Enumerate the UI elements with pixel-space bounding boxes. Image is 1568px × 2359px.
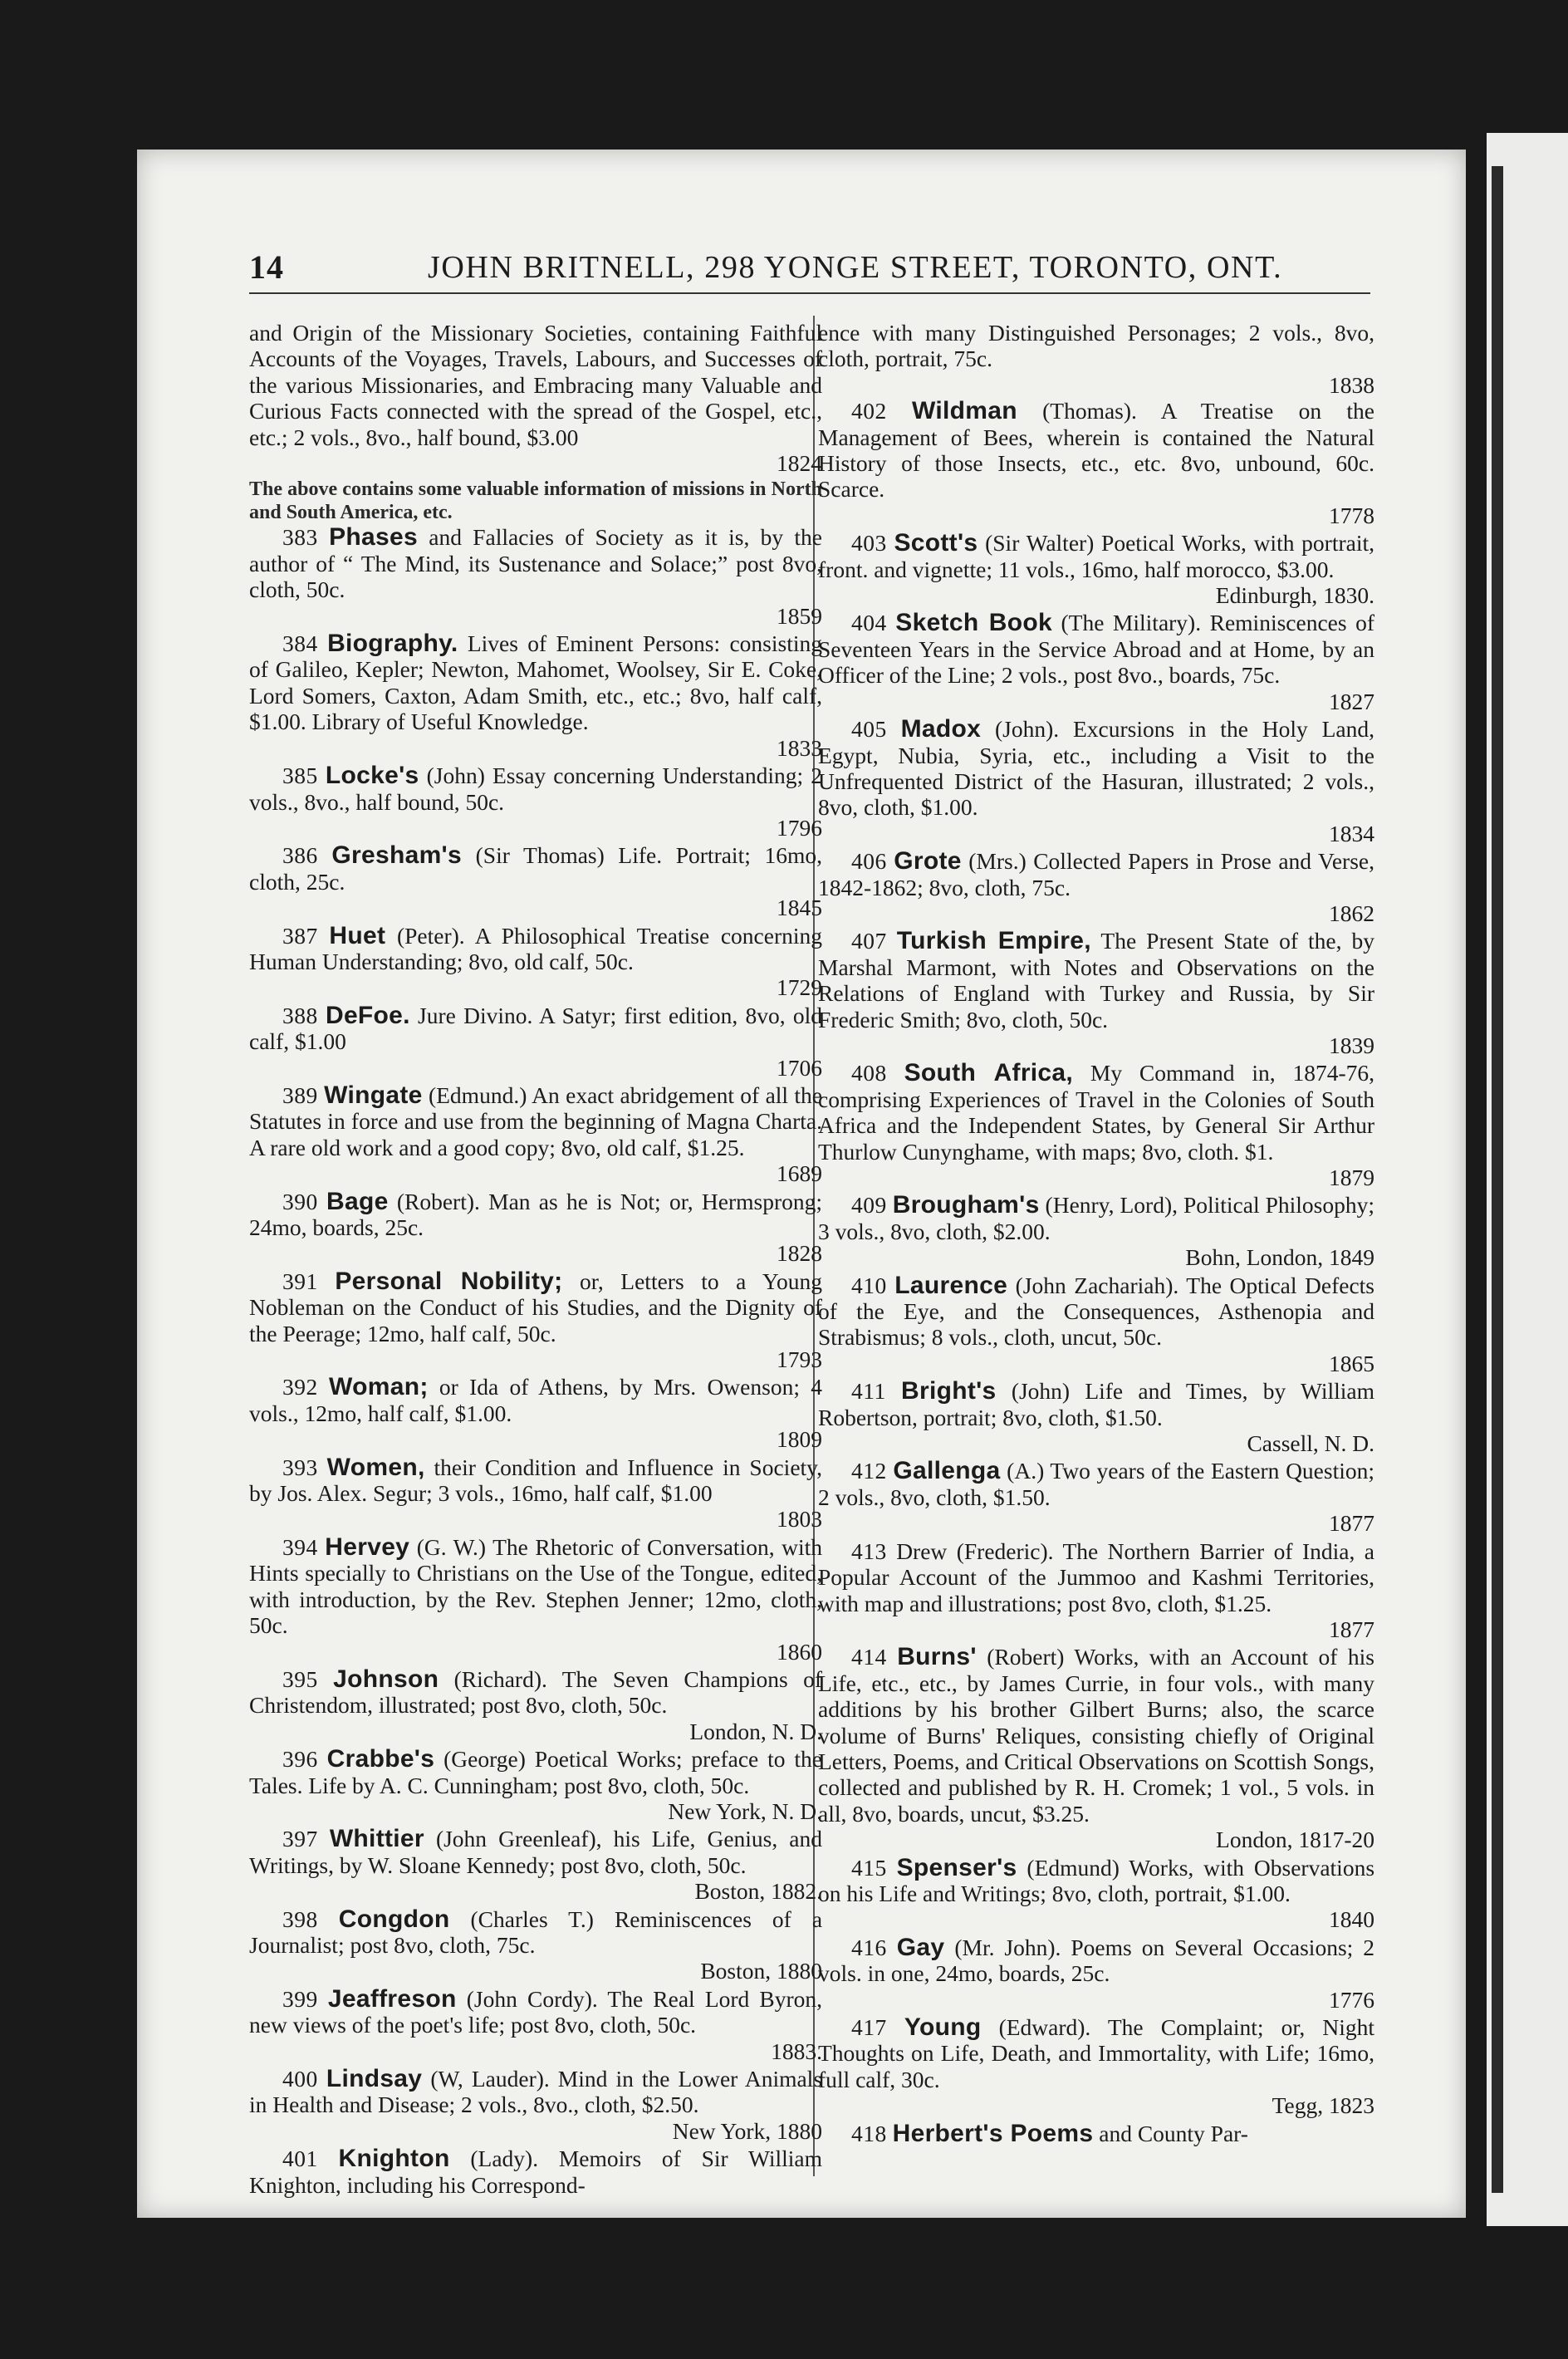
entry-date: 1827 bbox=[1329, 688, 1374, 714]
entry-date: 1824 bbox=[777, 450, 822, 477]
entry-date: New York, N. D. bbox=[668, 1797, 822, 1824]
entry-text: Jure Divino. A Satyr; first edition, 8vo, old calf, $1.00 bbox=[249, 1002, 823, 1055]
entry-date: 1877 bbox=[1329, 1616, 1374, 1642]
entry-number: 414 bbox=[851, 1644, 887, 1670]
entry-text: (Charles T.) Reminiscences of a Journalist; post 8vo, cloth, 75c. bbox=[249, 1905, 823, 1958]
right-entry-list bbox=[818, 398, 1374, 2146]
entry-title: Wildman bbox=[912, 397, 1017, 425]
catalogue-entry bbox=[249, 1003, 822, 1081]
entry-number: 401 bbox=[282, 2146, 318, 2172]
entry-date: London, 1817-20 bbox=[1216, 1827, 1374, 1853]
entry-date: Tegg, 1823 bbox=[1272, 2092, 1374, 2119]
catalogue-entry bbox=[249, 630, 822, 761]
entry-number: 390 bbox=[282, 1188, 318, 1214]
entry-title: Laurence bbox=[894, 1271, 1008, 1299]
facing-page-edge bbox=[1487, 133, 1568, 2226]
entry-title: Biography. bbox=[327, 630, 458, 658]
entry-title: Turkish Empire, bbox=[896, 927, 1091, 955]
entry-date: 1860 bbox=[777, 1638, 822, 1665]
catalogue-entry bbox=[818, 928, 1374, 1058]
continued-text: ence with many Distinguished Personages; 2 vols., 8vo, cloth, portrait, 75c. bbox=[818, 320, 1374, 372]
entry-text: (Sir Walter) Poetical Works, with portrait, front. and vignette; 11 vols., 16mo, half morocco, $3.00. bbox=[818, 530, 1374, 582]
entry-title: Gresham's bbox=[331, 841, 462, 870]
entry-date: Boston, 1882. bbox=[694, 1878, 822, 1905]
binding-shadow bbox=[1492, 166, 1503, 2193]
entry-date: New York, 1880 bbox=[672, 2117, 822, 2144]
catalogue-entry bbox=[249, 1454, 822, 1533]
entry-title: Burns' bbox=[897, 1643, 977, 1671]
entry-title: Sketch Book bbox=[895, 609, 1052, 637]
entry-number: 402 bbox=[851, 398, 887, 424]
entry-text: Lives of Eminent Persons: consisting of Galileo, Kepler; Newton, Mahomet, Woolsey, Sir E. Coke, Lord Somers, Caxton, Adam Smith, etc., etc.; 8vo, half calf, $1.00. Library of Useful Knowledge. bbox=[249, 630, 822, 735]
entry-date: 1838 bbox=[1329, 371, 1374, 398]
entry-title: Woman; bbox=[329, 1373, 429, 1401]
entry-title: Women, bbox=[326, 1453, 425, 1481]
entry-title: Brougham's bbox=[892, 1191, 1040, 1219]
entry-number: 396 bbox=[282, 1746, 318, 1773]
entry-title: Wingate bbox=[324, 1081, 423, 1109]
catalogue-entry bbox=[249, 763, 822, 841]
entry-text: or, Letters to a Young Nobleman on the Conduct of his Studies, and the Dignity of the Peerage; 12mo, half calf, 50c. bbox=[249, 1268, 823, 1346]
entry-text: (Mrs.) Collected Papers in Prose and Verse, 1842-1862; 8vo, cloth, 75c. bbox=[818, 848, 1374, 900]
entry-title: Spenser's bbox=[896, 1853, 1017, 1881]
continued-text: and Origin of the Missionary Societies, containing Faithful Accounts of the Voyages, Travels, Labours, and Successes of the various Missionaries, and Embracing many Valuable and Curious Facts connected with the spread of the Gospel, etc., etc.; 2 vols., 8vo., half bound, $3.00 bbox=[249, 320, 822, 450]
catalogue-entry bbox=[818, 848, 1374, 926]
entry-text: (Henry, Lord), Political Philosophy; 3 vols., 8vo, cloth, $2.00. bbox=[818, 1192, 1375, 1244]
entry-number: 398 bbox=[282, 1905, 318, 1932]
running-head: JOHN BRITNELL, 298 YONGE STREET, TORONTO, ONT. bbox=[428, 250, 1283, 285]
entry-number: 389 bbox=[282, 1081, 318, 1108]
continued-entry bbox=[818, 320, 1374, 398]
catalogue-entry bbox=[249, 2146, 822, 2198]
catalogue-entry bbox=[818, 1192, 1374, 1270]
entry-number: 417 bbox=[851, 2014, 887, 2040]
entry-date: 1865 bbox=[1329, 1350, 1374, 1376]
catalogue-entry bbox=[818, 1538, 1374, 1643]
entry-date: 1796 bbox=[777, 814, 822, 841]
entry-date: 1839 bbox=[1329, 1032, 1374, 1058]
entry-text: (Edmund.) An exact abridgement of all the Statutes in force and use from the beginning of Magna Charta. A rare old work and a good copy; 8vo, old calf, $1.25. bbox=[249, 1081, 823, 1160]
entry-title: Herbert's Poems bbox=[892, 2119, 1094, 2147]
entry-date: 1828 bbox=[777, 1240, 822, 1267]
entry-number: 394 bbox=[282, 1533, 318, 1560]
catalogue-entry bbox=[818, 1855, 1374, 1933]
entry-text: Drew (Frederic). The Northern Barrier of India, a Popular Account of the Jummoo and Kashmi Territories, with map and illustrations; post 8vo, cloth, $1.25. bbox=[818, 1538, 1375, 1616]
catalogue-entry bbox=[818, 1935, 1374, 2013]
entry-text: The Present State of the, by Marshal Marmont, with Notes and Observations on the Relations of England with Turkey and Russia, by Sir Frederic Smith; 8vo, cloth, 50c. bbox=[818, 928, 1375, 1032]
entry-number: 385 bbox=[282, 763, 318, 789]
catalogue-entry bbox=[249, 1826, 822, 1904]
entry-number: 413 bbox=[851, 1538, 887, 1564]
entry-title: Gallenga bbox=[893, 1457, 1001, 1485]
entry-title: Grote bbox=[894, 847, 962, 875]
entry-date: 1803 bbox=[777, 1506, 822, 1533]
entry-number: 404 bbox=[851, 610, 887, 636]
entry-date: 1879 bbox=[1329, 1165, 1374, 1190]
entry-title: Jeaffreson bbox=[327, 1984, 457, 2013]
entry-text: (Edward). The Complaint; or, Night Thoughts on Life, Death, and Immortality, with Life; 16mo, full calf, 30c. bbox=[818, 2014, 1375, 2092]
entry-title: Johnson bbox=[333, 1665, 439, 1693]
entry-title: Crabbe's bbox=[326, 1745, 435, 1773]
entry-title: Knighton bbox=[338, 2145, 450, 2173]
entry-date: 1776 bbox=[1329, 1986, 1374, 2013]
catalogue-entry bbox=[249, 842, 822, 920]
catalogue-entry bbox=[818, 530, 1374, 608]
entry-title: Personal Nobility; bbox=[335, 1267, 563, 1295]
entry-date: London, N. D. bbox=[689, 1718, 822, 1744]
header-rule bbox=[249, 292, 1370, 294]
entry-number: 386 bbox=[282, 842, 318, 869]
entry-number: 406 bbox=[851, 848, 887, 875]
entry-number: 393 bbox=[282, 1454, 318, 1480]
entry-number: 383 bbox=[282, 524, 318, 551]
entry-number: 418 bbox=[851, 2120, 887, 2146]
entry-text: My Command in, 1874-76, comprising Experiences of Travel in the Colonies of South Africa and the Independent States, by General Sir Arthur Thurlow Cunynghame, with maps; 8vo, cloth. $1. bbox=[818, 1060, 1374, 1165]
entry-title: South Africa, bbox=[904, 1059, 1074, 1087]
entry-date: 1706 bbox=[777, 1054, 822, 1081]
entry-number: 407 bbox=[851, 928, 887, 954]
entry-number: 408 bbox=[851, 1060, 887, 1086]
entry-date: 1778 bbox=[1329, 502, 1374, 528]
catalogue-entry bbox=[818, 716, 1374, 846]
entry-number: 405 bbox=[851, 716, 887, 743]
right-column bbox=[818, 320, 1374, 2146]
catalogue-entry bbox=[249, 1746, 822, 1824]
entry-text: (Sir Thomas) Life. Portrait; 16mo, cloth, 25c. bbox=[249, 842, 823, 895]
entry-title: Whittier bbox=[329, 1825, 424, 1853]
continued-entry bbox=[249, 320, 822, 476]
catalogue-entry bbox=[818, 2121, 1374, 2146]
catalogue-entry bbox=[249, 1189, 822, 1267]
catalogue-entry bbox=[249, 923, 822, 1001]
entry-text: (John Zachariah). The Optical Defects of the Eye, and the Consequences, Asthenopia and Strabismus; 8 vols., cloth, uncut, 50c. bbox=[818, 1272, 1375, 1351]
entry-number: 411 bbox=[851, 1378, 886, 1405]
entry-text: (W, Lauder). Mind in the Lower Animals in Health and Disease; 2 vols., 8vo., cloth, $2.50. bbox=[249, 2066, 823, 2118]
catalogue-entry bbox=[818, 610, 1374, 714]
entry-text: (Edmund) Works, with Observations on his Life and Writings; 8vo, cloth, portrait, $1.00. bbox=[818, 1854, 1375, 1906]
page-header bbox=[249, 248, 1370, 297]
entry-date: 1862 bbox=[1329, 900, 1374, 926]
entry-date: 1834 bbox=[1329, 820, 1374, 846]
entry-number: 397 bbox=[282, 1826, 318, 1852]
entry-number: 412 bbox=[851, 1458, 887, 1484]
catalogue-entry bbox=[818, 2014, 1374, 2119]
entry-text: (Mr. John). Poems on Several Occasions; 2 vols. in one, 24mo, boards, 25c. bbox=[818, 1934, 1375, 1987]
entry-text: (John) Life and Times, by William Robertson, portrait; 8vo, cloth, $1.50. bbox=[818, 1378, 1375, 1430]
catalogue-entry bbox=[818, 398, 1374, 528]
entry-title: Hervey bbox=[325, 1533, 410, 1561]
page-number: 14 bbox=[249, 248, 284, 286]
entry-number: 388 bbox=[282, 1002, 318, 1028]
catalogue-entry bbox=[818, 1644, 1374, 1852]
entry-title: Gay bbox=[896, 1933, 945, 1961]
entry-text: (John Cordy). The Real Lord Byron, new views of the poet's life; post 8vo, cloth, 50c. bbox=[249, 1985, 823, 2038]
entry-date: 1859 bbox=[777, 602, 822, 629]
catalogue-entry bbox=[249, 1374, 822, 1452]
entry-number: 387 bbox=[282, 922, 318, 949]
entry-date: Edinburgh, 1830. bbox=[1215, 582, 1374, 609]
entry-number: 400 bbox=[282, 2066, 318, 2092]
entry-number: 399 bbox=[282, 1985, 318, 2012]
entry-text: (John) Essay concerning Understanding; 2 vols., 8vo., half bound, 50c. bbox=[249, 763, 822, 815]
entry-number: 392 bbox=[282, 1374, 318, 1400]
entry-title: Locke's bbox=[325, 762, 419, 790]
catalogue-entry bbox=[818, 1273, 1374, 1377]
entry-text: (George) Poetical Works; preface to the Tales. Life by A. C. Cunningham; post 8vo, cloth, 50c. bbox=[249, 1746, 823, 1798]
entry-text: (John Greenleaf), his Life, Genius, and Writings, by W. Sloane Kennedy; post 8vo, cloth, 50c. bbox=[249, 1826, 823, 1878]
entry-date: Cassell, N. D. bbox=[1247, 1430, 1374, 1457]
entry-title: Phases bbox=[329, 523, 418, 552]
left-column bbox=[249, 320, 822, 2198]
entry-text: and County Par- bbox=[1099, 2120, 1248, 2146]
entry-text: or Ida of Athens, by Mrs. Owenson; 4 vols., 12mo, half calf, $1.00. bbox=[249, 1374, 822, 1426]
entry-text: (Lady). Memoirs of Sir William Knighton, including his Correspond- bbox=[249, 2146, 823, 2198]
entry-number: 409 bbox=[851, 1192, 887, 1219]
entry-text: (Robert) Works, with an Account of his Life, etc., etc., by James Currie, in four vols., with many additions by his brother Gilbert Burns; also, the scarce volume of Burns' Reliques, consisting chiefly of Original Letters, Poems, and Critical Observations on Scottish Songs, collected and published by R. H. Cromek; 1 vol., 5 vols. in all, 8vo, boards, uncut, $3.25. bbox=[818, 1644, 1374, 1827]
catalogue-entry bbox=[249, 2066, 822, 2144]
left-entry-list bbox=[249, 524, 822, 2198]
entry-date: 1845 bbox=[777, 895, 822, 921]
entry-title: Madox bbox=[900, 715, 982, 743]
entry-number: 403 bbox=[851, 530, 887, 557]
entry-title: Young bbox=[904, 2013, 982, 2041]
entry-date: 1809 bbox=[777, 1426, 822, 1453]
entry-date: 1877 bbox=[1329, 1510, 1374, 1537]
catalogue-entry bbox=[249, 1082, 822, 1187]
entry-text: (G. W.) The Rhetoric of Conversation, with Hints specially to Christians on the Use of the Tongue, edited, with introduction, by the Rev. Stephen Jenner; 12mo, cloth, 50c. bbox=[249, 1533, 822, 1639]
catalogue-entry bbox=[249, 1906, 822, 1984]
entry-text: (John). Excursions in the Holy Land, Egypt, Nubia, Syria, etc., including a Visit to the Unfrequented District of the Hasuran, illustrated; 2 vols., 8vo, cloth, $1.00. bbox=[818, 716, 1374, 821]
entry-text: (A.) Two years of the Eastern Question; 2 vols., 8vo, cloth, $1.50. bbox=[818, 1458, 1375, 1510]
entry-title: Bage bbox=[326, 1187, 389, 1215]
entry-date: 1840 bbox=[1329, 1906, 1374, 1933]
catalogue-entry bbox=[818, 1458, 1374, 1536]
entry-text: (Richard). The Seven Champions of Christendom, illustrated; post 8vo, cloth, 50c. bbox=[249, 1665, 822, 1719]
entry-date: 1883. bbox=[771, 2038, 822, 2064]
entry-number: 395 bbox=[282, 1665, 318, 1692]
entry-date: 1833 bbox=[777, 734, 822, 761]
entry-title: Scott's bbox=[894, 529, 978, 557]
entry-number: 391 bbox=[282, 1268, 318, 1294]
entry-number: 410 bbox=[851, 1272, 887, 1298]
catalogue-entry bbox=[249, 1534, 822, 1665]
entry-number: 415 bbox=[851, 1854, 887, 1881]
entry-text: their Condition and Influence in Society, by Jos. Alex. Segur; 3 vols., 16mo, half calf, $1.00 bbox=[249, 1454, 823, 1507]
entry-date: 1729 bbox=[777, 974, 822, 1001]
entry-number: 384 bbox=[282, 630, 318, 657]
entry-date: 1793 bbox=[777, 1346, 822, 1373]
catalogue-note: The above contains some valuable information of missions in North and South America, etc. bbox=[249, 478, 822, 524]
catalogue-entry bbox=[249, 524, 822, 629]
entry-title: Lindsay bbox=[326, 2065, 423, 2092]
catalogue-entry bbox=[818, 1060, 1374, 1190]
entry-title: Bright's bbox=[901, 1377, 997, 1405]
entry-text: (Robert). Man as he is Not; or, Hermsprong; 24mo, boards, 25c. bbox=[249, 1188, 823, 1240]
entry-text: (Peter). A Philosophical Treatise concerning Human Understanding; 8vo, old calf, 50c. bbox=[249, 922, 823, 974]
entry-title: Congdon bbox=[338, 1905, 450, 1933]
entry-text: (The Military). Reminiscences of Seventeen Years in the Service Abroad and at Home, by an Officer of the Line; 2 vols., post 8vo., boards, 75c. bbox=[818, 610, 1374, 689]
entry-date: Bohn, London, 1849 bbox=[1185, 1244, 1374, 1271]
entry-date: Boston, 1880 bbox=[700, 1958, 822, 1984]
entry-number: 416 bbox=[851, 1934, 887, 1960]
catalogue-entry bbox=[249, 1986, 822, 2064]
catalogue-entry bbox=[249, 1268, 822, 1373]
entry-date: 1689 bbox=[777, 1160, 822, 1187]
catalogue-entry bbox=[818, 1378, 1374, 1456]
catalogue-entry bbox=[249, 1666, 822, 1744]
entry-title: DeFoe. bbox=[325, 1001, 410, 1029]
entry-text: and Fallacies of Society as it is, by the author of “ The Mind, its Sustenance and Solace;” post 8vo, cloth, 50c. bbox=[249, 524, 823, 603]
entry-text: (Thomas). A Treatise on the Management of Bees, wherein is contained the Natural History of those Insects, etc., etc. 8vo, unbound, 60c. Scarce. bbox=[818, 398, 1374, 503]
entry-title: Huet bbox=[329, 921, 386, 949]
